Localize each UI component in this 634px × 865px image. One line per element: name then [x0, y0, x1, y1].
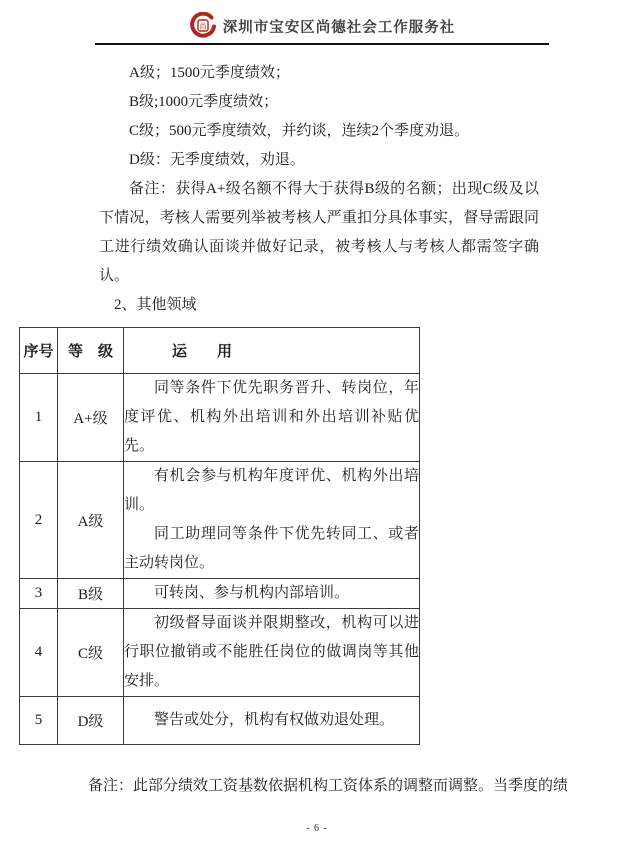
usage-paragraph: 同工助理同等条件下优先转同工、或者主动转岗位。	[124, 526, 419, 571]
cell-usage	[124, 579, 420, 609]
table-row	[20, 462, 420, 579]
cell-grade: A+级	[58, 374, 124, 462]
usage-paragraph: 警告或处分，机构有权做劝退处理。	[154, 712, 395, 728]
col-header-usage: 运 用	[124, 328, 420, 374]
cell-grade: B级	[58, 579, 124, 609]
page-number: - 6 -	[306, 823, 328, 834]
grades-table-container	[0, 320, 634, 745]
cell-no: 2	[20, 462, 58, 579]
cell-usage	[124, 462, 420, 579]
table-row	[20, 609, 420, 697]
usage-paragraph: 初级督导面谈并限期整改，机构可以进行职位撤销或不能胜任岗位的做调岗等其他安排。	[124, 615, 419, 689]
grade-line-b: B级;1000元季度绩效；	[129, 94, 279, 110]
cell-grade: A级	[58, 462, 124, 579]
cell-usage	[124, 609, 420, 697]
cell-no: 4	[20, 609, 58, 697]
usage-paragraph: 同等条件下优先职务晋升、转岗位，年度评优、机构外出培训和外出培训补贴优先。	[124, 380, 419, 454]
remark-paragraph: 备注：获得A+级名额不得大于获得B级的名额；出现C级及以下情况，考核人需要列举被考核人严重扣分具体事实，督导需跟同工进行绩效确认面谈并做好记录，被考核人与考核人都需签字确认。	[99, 181, 539, 284]
cell-usage	[124, 374, 420, 462]
table-header-row	[20, 328, 420, 374]
col-header-no: 序号	[20, 328, 58, 374]
col-header-grade: 等 级	[58, 328, 124, 374]
svg-text:尚: 尚	[199, 22, 207, 31]
table-row	[20, 697, 420, 745]
cell-grade: D级	[58, 697, 124, 745]
section-heading: 2、其他领域	[114, 297, 197, 313]
document-body	[0, 45, 634, 320]
footnote-paragraph: 备注：此部分绩效工资基数依据机构工资体系的调整而调整。当季度的绩	[88, 778, 569, 794]
cell-no: 1	[20, 374, 58, 462]
grade-line-d: D级：无季度绩效，劝退。	[129, 152, 305, 168]
page-header	[95, 0, 549, 45]
usage-paragraph: 有机会参与机构年度评优、机构外出培训。	[124, 468, 419, 513]
grade-line-c: C级；500元季度绩效，并约谈，连续2个季度劝退。	[129, 123, 470, 139]
table-row	[20, 374, 420, 462]
cell-grade: C级	[58, 609, 124, 697]
table-row	[20, 579, 420, 609]
org-name: 深圳市宝安区尚德社会工作服务社	[222, 19, 456, 36]
grades-table	[19, 327, 420, 745]
usage-paragraph: 可转岗、参与机构内部培训。	[154, 585, 350, 601]
cell-no: 5	[20, 697, 58, 745]
cell-no: 3	[20, 579, 58, 609]
org-logo-icon	[189, 12, 217, 40]
cell-usage	[124, 697, 420, 745]
grade-line-a: A级；1500元季度绩效；	[129, 65, 290, 81]
